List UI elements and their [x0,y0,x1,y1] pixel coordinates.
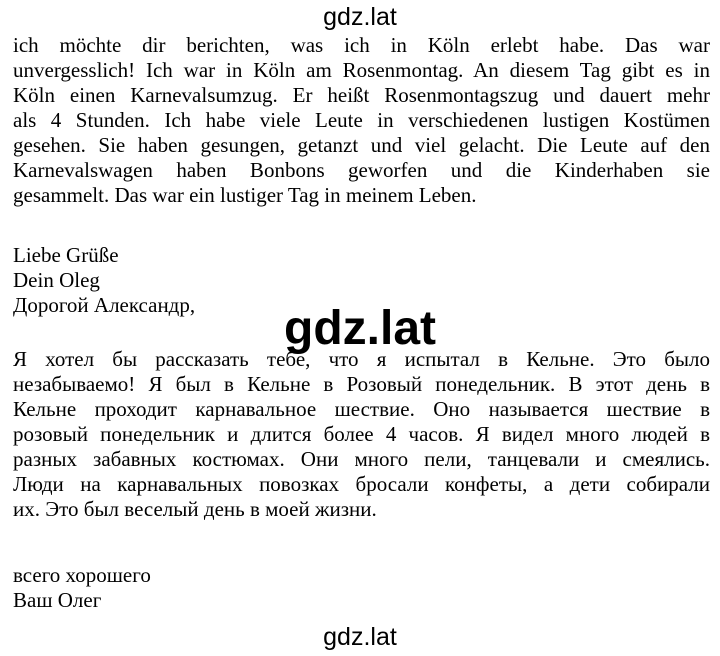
text-line: gesammelt. Das war ein lustiger Tag in meinem Leben. [13,183,477,207]
text-line: розовый понедельник и длится более 4 часов. Я видел много людей в [13,422,710,446]
closing-line: всего хорошего [13,563,151,587]
text-line: Кельне проходит карнавальное шествие. Оно называется шествие в [13,397,710,421]
watermark-bottom: gdz.lat [323,623,397,651]
signature-line: Dein Oleg [13,268,100,292]
russian-letter-closing [13,563,710,613]
text-line: Люди на карнавальных повозках бросали конфеты, а дети собирали [13,472,710,496]
signature-line: Ваш Олег [13,588,102,612]
text-line: незабываемо! Я был в Кельне в Розовый понедельник. В этот день в [13,372,710,396]
text-line: разных забавных костюмах. Они много пели, танцевали и смеялись. [13,447,710,471]
text-line: unvergesslich! Ich war in Köln am Rosenmontag. An diesem Tag gibt es in [13,58,710,82]
text-line: Köln einen Karnevalsumzug. Er heißt Rosenmontagszug und dauert mehr [13,83,710,107]
german-letter-body [13,33,710,208]
text-line: Я хотел бы рассказать тебе, что я испытал в Кельне. Это было [13,347,710,371]
russian-greeting: Дорогой Александр, [13,293,196,317]
watermark-middle: gdz.lat [284,302,436,355]
text-line: Karnevalswagen haben Bonbons geworfen und die Kinderhaben sie [13,158,710,182]
text-line: их. Это был веселый день в моей жизни. [13,497,377,521]
closing-line: Liebe Grüße [13,243,119,267]
text-line: als 4 Stunden. Ich habe viele Leute in verschiedenen lustigen Kostümen [13,108,710,132]
watermark-top: gdz.lat [323,3,397,31]
russian-letter-body [13,347,710,522]
text-line: gesehen. Sie haben gesungen, getanzt und viel gelacht. Die Leute auf den [13,133,710,157]
text-line: ich möchte dir berichten, was ich in Köln erlebt habe. Das war [13,33,710,57]
